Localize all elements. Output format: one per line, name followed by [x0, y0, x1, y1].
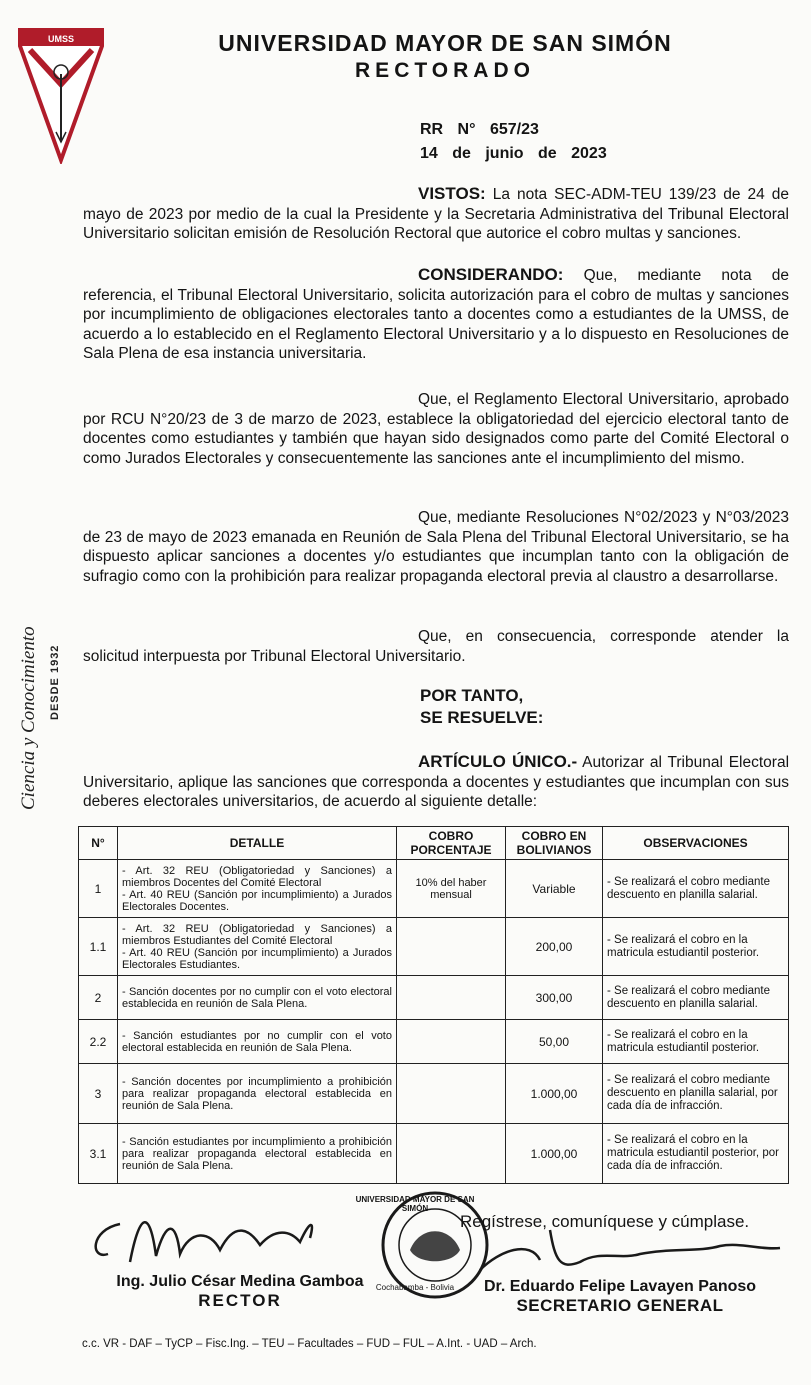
motto-since: DESDE 1932 — [49, 644, 61, 720]
row-detail — [118, 918, 397, 976]
row-amount: 1.000,00 — [506, 1124, 603, 1184]
logo-text: UMSS — [47, 34, 75, 44]
table-row — [79, 860, 789, 918]
vistos-label: VISTOS: — [418, 184, 486, 203]
articulo-label: ARTÍCULO ÚNICO.- — [418, 752, 578, 771]
considerando-paragraph-4 — [83, 627, 789, 666]
considerando-p4-first: Que, en consecuencia, corresponde atender la — [418, 628, 789, 645]
secretary-name: Dr. Eduardo Felipe Lavayen Panoso — [483, 1278, 757, 1295]
university-name: UNIVERSIDAD MAYOR DE SAN SIMÓN — [218, 30, 672, 56]
row-detail: - Sanción estudiantes por no cumplir con el voto electoral establecida en reunión de Sala Plena. — [118, 1020, 397, 1064]
motto-text: Ciencia y Conocimiento — [18, 626, 39, 810]
por-tanto: POR TANTO, — [420, 686, 524, 705]
row-percentage — [397, 1064, 506, 1124]
table-row — [79, 1124, 789, 1184]
row-detail-b: - Art. 40 REU (Sanción por incumplimiento) a Jurados Electorales Docentes. — [122, 888, 392, 913]
articulo-text-first: Autorizar al Tribunal — [582, 754, 723, 771]
row-detail: - Sanción docentes por incumplimiento a prohibición para realizar propaganda electoral establecida en reunión de Sala Plena. — [118, 1064, 397, 1124]
considerando-paragraph-3 — [83, 508, 789, 586]
secretary-role: SECRETARIO GENERAL — [516, 1296, 724, 1315]
considerando-p1-first: Que, mediante nota de — [583, 267, 789, 284]
row-amount: 1.000,00 — [506, 1064, 603, 1124]
considerando-p3-first: Que, mediante Resoluciones N°02/2023 y — [418, 509, 711, 526]
row-detail: - Sanción estudiantes por incumplimiento a prohibición para realizar propaganda electoral establecida en reunión de Sala Plena. — [118, 1124, 397, 1184]
row-detail: - Sanción docentes por no cumplir con el voto electoral establecida en reunión de Sala Plena. — [118, 976, 397, 1020]
row-observations: - Se realizará el cobro mediante descuento en planilla salarial. — [603, 860, 789, 918]
table-row — [79, 1064, 789, 1124]
row-amount: 200,00 — [506, 918, 603, 976]
considerando-p2-first: Que, el Reglamento Electoral Universitario, — [418, 391, 719, 408]
considerando-paragraph-1 — [83, 265, 789, 364]
umss-logo — [16, 24, 106, 164]
row-amount: Variable — [506, 860, 603, 918]
table-row — [79, 976, 789, 1020]
row-number: 3 — [79, 1064, 118, 1124]
articulo-paragraph — [83, 752, 789, 812]
letterhead — [120, 30, 770, 83]
considerando-p2-rest: aprobado por RCU N°20/23 de 3 de marzo de 2023, establece la obligatoriedad del ejercicio electoral tanto de docentes como estudiantes y también que hayan sido designados como parte del Comité Electoral o como Jurados Electorales y consecuentemente las sanciones ante el incumplimiento del mismo. — [83, 391, 790, 467]
vistos-paragraph — [83, 184, 789, 244]
se-resuelve: SE RESUELVE: — [420, 708, 544, 727]
row-amount: 50,00 — [506, 1020, 603, 1064]
side-motto — [8, 580, 68, 820]
header-observaciones: OBSERVACIONES — [603, 827, 789, 860]
considerando-p3-rest: N°03/2023 de 23 de mayo de 2023 emanada en Reunión de Sala Plena del Tribunal Electoral Universitario, se ha dispuesto aplicar sanciones a docentes y/o estudiantes que incumplan tanto con la obligación de sufragio como con la prohibición para realizar propaganda electoral previa al claustro a desarrollarse. — [83, 509, 789, 585]
table-row — [79, 1020, 789, 1064]
row-number: 2.2 — [79, 1020, 118, 1064]
considerando-paragraph-2 — [83, 390, 789, 468]
secretary-signature-scribble — [480, 1230, 780, 1270]
row-amount: 300,00 — [506, 976, 603, 1020]
closing-formula: Regístrese, comuníquese y cúmplase. — [460, 1212, 750, 1231]
row-observations: - Se realizará el cobro en la matricula estudiantil posterior. — [603, 918, 789, 976]
seal-text-bottom: Cochabamba - Bolivia — [375, 1283, 455, 1292]
office-name: RECTORADO — [355, 59, 535, 82]
header-bolivianos: COBRO EN BOLIVIANOS — [506, 827, 603, 860]
considerando-p1-rest: referencia, el Tribunal Electoral Universitario, solicita autorización para el cobro de multas y sanciones por incumplimiento de obligaciones electorales tanto a docentes como a estudiantes de la UMSS, de acuerdo a lo establecido en el Reglamento Electoral Universitario y a lo dispuesto en Resoluciones de Sala Plena de esa instancia universitaria. — [83, 286, 789, 362]
row-percentage — [397, 1124, 506, 1184]
rector-signature-scribble — [96, 1222, 312, 1262]
row-number: 3.1 — [79, 1124, 118, 1184]
row-observations: - Se realizará el cobro mediante descuento en planilla salarial, por cada día de infracción. — [603, 1064, 789, 1124]
row-detail — [118, 860, 397, 918]
considerando-label: CONSIDERANDO: — [418, 265, 564, 284]
row-observations: - Se realizará el cobro en la matricula estudiantil posterior. — [603, 1020, 789, 1064]
header-n: N° — [79, 827, 118, 860]
row-detail-b: - Art. 40 REU (Sanción por incumplimiento) a Jurados Electorales Estudiantes. — [122, 946, 392, 971]
seal-text-top: UNIVERSIDAD MAYOR DE SAN SIMÓN — [355, 1195, 475, 1213]
cc-distribution: c.c. VR - DAF – TyCP – Fisc.Ing. – TEU – Facultades – FUD – FUL – A.Int. - UAD – Arch. — [82, 1338, 537, 1350]
table-row — [79, 918, 789, 976]
row-percentage: 10% del haber mensual — [397, 860, 506, 918]
row-observations: - Se realizará el cobro en la matricula estudiantil posterior, por cada día de infracción. — [603, 1124, 789, 1184]
header-porcentaje: COBRO PORCENTAJE — [397, 827, 506, 860]
resolution-date: 14 de junio de 2023 — [420, 145, 607, 162]
vistos-text-first: La nota SEC-ADM-TEU 139/23 de — [492, 186, 741, 203]
row-percentage — [397, 1020, 506, 1064]
row-detail-a: - Art. 32 REU (Obligatoriedad y Sanciones) a miembros Docentes del Comité Electoral — [122, 864, 392, 889]
header-detalle: DETALLE — [118, 827, 397, 860]
por-tanto-block — [420, 685, 543, 729]
vistos-text-rest: 24 de mayo de 2023 por medio de la cual la Presidente y la Secretaria Administrativa del Tribunal Electoral Universitario solicitan emisión de Resolución Rectoral que autorice el cobro multas y sanciones. — [83, 186, 789, 242]
sanctions-table — [78, 826, 789, 1184]
row-number: 1 — [79, 860, 118, 918]
row-observations: - Se realizará el cobro mediante descuento en planilla salarial. — [603, 976, 789, 1020]
considerando-p4-rest: solicitud interpuesta por Tribunal Electoral Universitario. — [83, 647, 466, 665]
articulo-text-rest: Electoral Universitario, aplique las sanciones que corresponda a docentes y estudiantes que incumplan con sus deberes electorales universitarios, de acuerdo al siguiente detalle: — [83, 754, 790, 810]
row-detail-a: - Art. 32 REU (Obligatoriedad y Sanciones) a miembros Estudiantes del Comité Electoral — [122, 922, 392, 947]
resolution-number-block — [420, 118, 607, 166]
resolution-number: RR N° 657/23 — [420, 121, 539, 138]
rector-role: RECTOR — [198, 1291, 282, 1310]
row-percentage — [397, 918, 506, 976]
secretary-signature-block — [455, 1278, 785, 1316]
rector-signature-block — [95, 1273, 385, 1311]
row-percentage — [397, 976, 506, 1020]
row-number: 1.1 — [79, 918, 118, 976]
table-header-row — [79, 827, 789, 860]
rector-name: Ing. Julio César Medina Gamboa — [116, 1273, 364, 1290]
row-number: 2 — [79, 976, 118, 1020]
